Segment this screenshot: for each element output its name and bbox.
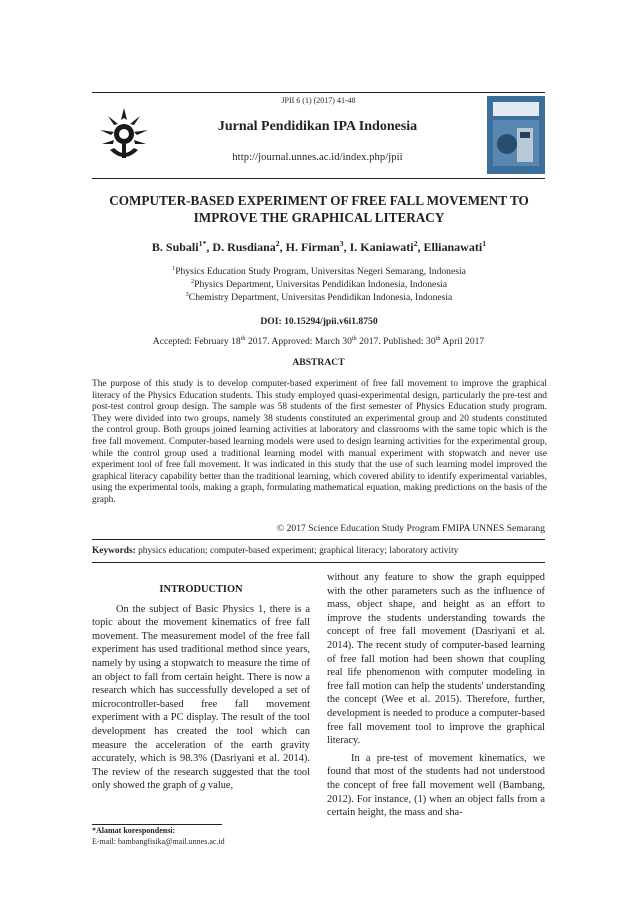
keywords-bottom-rule — [92, 562, 545, 563]
title-line-2: IMPROVE THE GRAPHICAL LITERACY — [193, 210, 445, 225]
dates-text: Accepted: February 18 — [152, 336, 241, 347]
affiliation-sup: 3 — [185, 290, 189, 298]
author-name: H. Firman — [285, 240, 340, 254]
unnes-logo — [94, 100, 154, 170]
author-name: B. Subali — [151, 240, 199, 254]
keywords-text: physics education; computer-based experiment; graphical literacy; laboratory activity — [135, 546, 459, 556]
body-left-column — [92, 583, 310, 793]
abstract-bottom-rule — [92, 539, 545, 540]
paragraph: In a pre-test of movement kinematics, we found that most of the students had not understood the concept of free fall movement well (Bambang, 2012). For instance, (1) when an object falls from a certain height, the mass and sha- — [327, 752, 545, 819]
affiliation-text: Physics Department, Universitas Pendidikan Indonesia, Indonesia — [194, 279, 447, 290]
author-sep: , — [343, 240, 350, 254]
article-title — [98, 192, 540, 226]
journal-url[interactable]: http://journal.unnes.ac.id/index.php/jpii — [232, 152, 403, 163]
paragraph-italic: g — [200, 780, 206, 792]
author-name: I. Kaniawati — [349, 240, 414, 254]
footnote-email[interactable]: E-mail: bambangfisika@mail.unnes.ac.id — [92, 836, 225, 846]
dates-text: April 2017 — [440, 336, 485, 347]
author-sep: , — [279, 240, 286, 254]
abstract-heading: ABSTRACT — [292, 357, 345, 368]
dates-sup: th — [435, 334, 441, 342]
header-top-rule — [92, 92, 545, 93]
abstract-text: The purpose of this study is to develop computer-based experiment of free fall movement to improve the graphical literacy of the Physics Education students. This study employed quasi-experimental design, particularly the pre-test and post-test control group design. The sample was 58 students of the first semester of Physics Education study program. They were divided into two groups, namely 38 students constituted an experimental group and 20 students constituted the control group. Both groups joined learning activities at laboratory and classrooms with the same topic which is the free fall movement. Computer-based learning models were used to design learning activities for the experimental group, while the control group used a traditional learning model with manual experiment with stopwatch and never use experiment tool of free fall movement. It was indicated in this study that the use of such learning model improved the graphical literacy capability better than the traditional learning, which covered ability to identify experimental variables, using the experimental tools, making a graph, formulating mathematical equation, making predictions on the basis of the graph. — [92, 379, 547, 505]
author-sep: , — [417, 240, 424, 254]
section-heading-introduction: INTRODUCTION — [159, 584, 243, 595]
author-list — [98, 240, 540, 255]
keywords — [92, 546, 547, 556]
author-sep: , — [206, 240, 213, 254]
affiliation-sup: 1 — [172, 264, 176, 272]
affiliation-3 — [98, 292, 540, 304]
journal-cover-image — [487, 96, 545, 174]
body-right-column — [327, 571, 545, 820]
author-sup: 1 — [482, 239, 487, 248]
publication-dates — [92, 336, 545, 347]
author-sup: 2 — [413, 239, 418, 248]
paragraph: without any feature to show the graph equipped with the other parameters such as the influence of mass, object shape, and height as an effort to improve the students understanding towards the concept of free fall movement (Dasriyani et al. 2014). The recent study of computer-based learning of free fall motion had been shown that coupling real life phenomenon with computer modeling in free fall motion can help the students' understanding the concept (Wee et al. 2015). Therefore, further, development is needed to produce a computer-based free fall movement tool to improve the graphical literacy. — [327, 572, 545, 747]
affiliation-sup: 2 — [191, 277, 195, 285]
paragraph-text: value, — [205, 780, 234, 792]
copyright-notice: © 2017 Science Education Study Program FMIPA UNNES Semarang — [276, 523, 545, 534]
paragraph-text: On the subject of Basic Physics 1, there is a topic about the movement kinematics of free fall movement. The measurement model of the free fall experiment has used traditional method since years, namely by using a stopwatch to measure the time of an object to fall from certain height. There is now a research which has successfully developed a set of microcontroller-based free fall movement experiment with a PC display. The result of the tool development has created the tool which can measure the acceleration of the earth gravity accurately, which is 98.3% (Dasriyani et al. 2014). The review of the research suggested that the tool only showed the graph of — [92, 603, 310, 792]
dates-sup: th — [240, 334, 246, 342]
footnote-label: *Alamat korespondensi: — [92, 826, 176, 835]
journal-reference: JPII 6 (1) (2017) 41-48 — [281, 96, 356, 105]
author-sup: 3 — [339, 239, 344, 248]
dates-text: 2017. Published: 30 — [356, 336, 436, 347]
doi[interactable]: DOI: 10.15294/jpii.v6i1.8750 — [260, 316, 378, 327]
header-bottom-rule — [92, 178, 545, 179]
correspondence-footnote — [92, 826, 312, 847]
footnote-rule — [92, 824, 222, 825]
author-sup: 1* — [198, 239, 207, 248]
affiliation-text: Chemistry Department, Universitas Pendidikan Indonesia, Indonesia — [188, 292, 453, 303]
dates-text: 2017. Approved: March 30 — [245, 336, 352, 347]
journal-name: Jurnal Pendidikan IPA Indonesia — [217, 119, 418, 134]
author-sup: 2 — [275, 239, 280, 248]
affiliation-2 — [98, 279, 540, 291]
affiliation-1 — [98, 266, 540, 278]
author-name: Ellianawati — [423, 240, 483, 254]
keywords-label: Keywords: — [92, 546, 136, 556]
dates-sup: th — [351, 334, 357, 342]
paragraph — [92, 603, 310, 793]
affiliation-text: Physics Education Study Program, Universitas Negeri Semarang, Indonesia — [175, 266, 466, 277]
title-line-1: COMPUTER-BASED EXPERIMENT OF FREE FALL MOVEMENT TO — [109, 193, 529, 208]
author-name: D. Rusdiana — [212, 240, 276, 254]
